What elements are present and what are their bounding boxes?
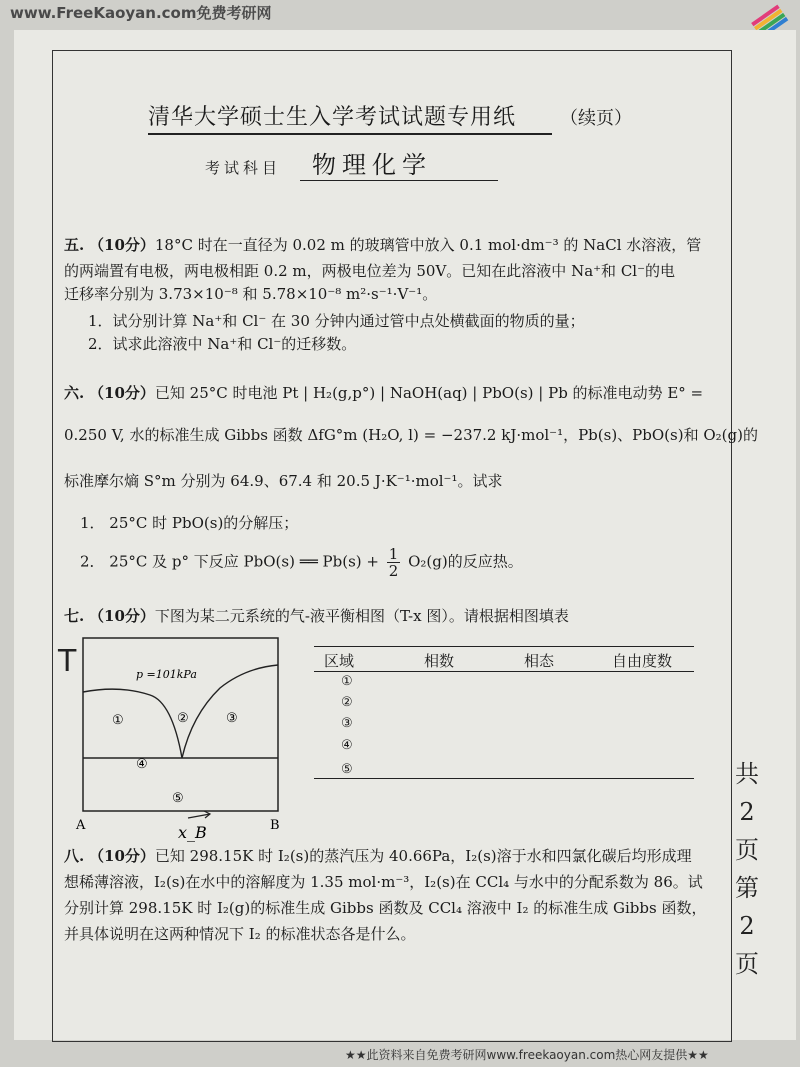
footer-source-note: ★★此资料来自免费考研网www.freekaoyan.com热心网友提供★★ <box>345 1048 709 1062</box>
q6-number: 六. <box>64 384 85 402</box>
q5-points: （10分） <box>89 236 155 254</box>
table-header-degrees-freedom: 自由度数 <box>612 652 673 670</box>
left-liquidus-curve <box>83 689 182 758</box>
table-row-1: ① <box>341 674 353 689</box>
q5-text1: 18°C 时在一直径为 0.02 m 的玻璃管中放入 0.1 mol·dm⁻³ 的 NaCl 水溶液，管 <box>154 236 702 254</box>
note-char-3: 页 <box>735 836 759 864</box>
q7-line1 <box>64 605 569 627</box>
q6-line1 <box>64 382 703 404</box>
q6-sub1: 1． 25°C 时 PbO(s)的分解压； <box>80 514 299 532</box>
q6-sub2-text-a: 2． 25°C 及 p° 下反应 PbO(s) ══ Pb(s) + <box>80 552 379 571</box>
table-row-5: ⑤ <box>341 762 353 777</box>
q8-number: 八. <box>64 847 85 865</box>
q5-line3: 迁移率分别为 3.73×10⁻⁸ 和 5.78×10⁻⁸ m²·s⁻¹·V⁻¹。 <box>64 285 438 303</box>
q5-sub1: 1．试分别计算 Na⁺和 Cl⁻ 在 30 分钟内通过管中点处横截面的物质的量； <box>88 312 585 330</box>
table-row-4: ④ <box>341 738 353 753</box>
q8-text1: 已知 298.15K 时 I₂(s)的蒸汽压为 40.66Pa，I₂(s)溶于水和四氯化碳后均形成理 <box>154 847 692 865</box>
note-char-6: 页 <box>735 950 759 978</box>
region-1-label: ① <box>112 713 124 728</box>
q8-line4: 并具体说明在这两种情况下 I₂ 的标准状态各是什么。 <box>64 925 416 943</box>
axis-label-b: B <box>270 818 280 833</box>
region-5-label: ⑤ <box>172 791 184 806</box>
q6-sub2 <box>80 546 523 579</box>
axis-label-a: A <box>76 818 86 833</box>
q6-points: （10分） <box>89 384 155 402</box>
table-top-rule <box>314 646 694 647</box>
q6-fraction-numerator: 1 <box>388 545 399 563</box>
continuation-label: （续页） <box>560 108 632 129</box>
note-char-2: 2 <box>739 798 755 826</box>
q6-text1: 已知 25°C 时电池 Pt | H₂(g,p°) | NaOH(aq) | PbO(s) | Pb 的标准电动势 E° = <box>154 384 704 402</box>
q6-line3: 标准摩尔熵 S°m 分别为 64.9、67.4 和 20.5 J·K⁻¹·mol⁻¹。试求 <box>64 472 503 490</box>
q5-line1 <box>64 234 701 256</box>
pressure-label: p =101kPa <box>136 668 197 681</box>
q8-line3: 分别计算 298.15K 时 I₂(g)的标准生成 Gibbs 函数及 CCl₄ 溶液中 I₂ 的标准生成 Gibbs 函数， <box>64 899 707 917</box>
table-row-3: ③ <box>341 716 353 731</box>
q5-sub2: 2．试求此溶液中 Na⁺和 Cl⁻的迁移数。 <box>88 335 357 353</box>
subject-label: 考试科目 <box>205 159 282 177</box>
q5-line2: 的两端置有电极，两电极相距 0.2 m，两极电位差为 50V。已知在此溶液中 Na⁺和 Cl⁻的电 <box>64 262 676 280</box>
phase-diagram <box>60 630 300 845</box>
subject-value: 物理化学 <box>300 145 498 181</box>
table-bottom-rule <box>314 778 694 779</box>
q6-fraction <box>387 546 401 579</box>
q6-line2: 0.250 V, 水的标准生成 Gibbs 函数 ΔfG°m (H₂O, l) = −237.2 kJ·mol⁻¹，Pb(s)、PbO(s)和 O₂(g)的 <box>64 426 758 444</box>
note-char-1: 共 <box>735 760 759 788</box>
region-3-label: ③ <box>226 711 238 726</box>
table-header-phase-count: 相数 <box>424 652 455 670</box>
site-banner <box>10 2 272 23</box>
page-count-note <box>732 755 762 983</box>
q7-number: 七. <box>64 607 85 625</box>
table-header-rule <box>314 671 694 672</box>
exam-title: 清华大学硕士生入学考试试题专用纸 <box>148 100 552 135</box>
q6-fraction-denominator: 2 <box>388 562 399 580</box>
region-2-label: ② <box>177 711 189 726</box>
table-row-2: ② <box>341 695 353 710</box>
region-4-label: ④ <box>136 757 148 772</box>
diagram-y-label: T <box>58 644 77 679</box>
q6-sub2-text-b: O₂(g)的反应热。 <box>408 552 523 571</box>
note-char-4: 第 <box>735 874 759 902</box>
q7-text1: 下图为某二元系统的气-液平衡相图（T-x 图）。请根据相图填表 <box>154 607 569 625</box>
composition-axis-label: x_B <box>178 823 207 842</box>
q7-points: （10分） <box>89 607 155 625</box>
site-url: www.FreeKaoyan.com <box>10 4 197 22</box>
note-char-5: 2 <box>739 912 755 940</box>
site-name-cn: 免费考研网 <box>196 4 272 22</box>
q8-line2: 想稀薄溶液，I₂(s)在水中的溶解度为 1.35 mol·m⁻³，I₂(s)在 CCl₄ 与水中的分配系数为 86。试 <box>64 873 703 891</box>
q5-number: 五. <box>64 236 85 254</box>
table-header-region: 区域 <box>324 652 355 670</box>
table-header-phase-state: 相态 <box>524 652 555 670</box>
q8-line1 <box>64 845 692 867</box>
q8-points: （10分） <box>89 847 155 865</box>
